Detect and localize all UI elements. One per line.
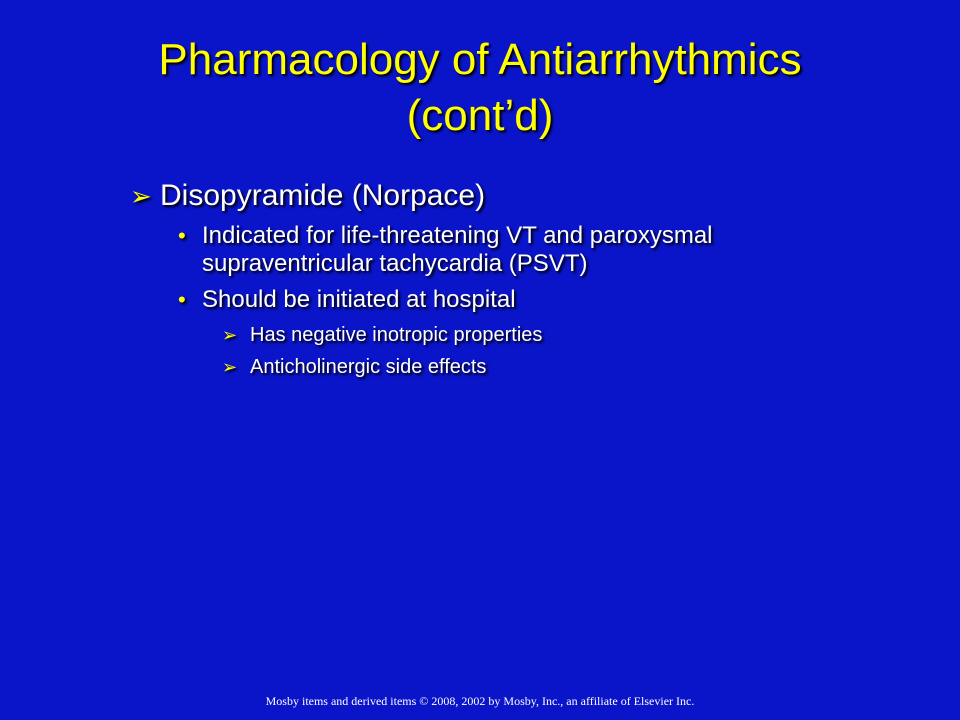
- slide-title-line-1: Pharmacology of Antiarrhythmics: [158, 35, 802, 84]
- sub-bullet-text-line-2: supraventricular tachycardia (PSVT): [202, 250, 588, 277]
- slide-title: [0, 32, 960, 144]
- arrowhead-right-icon: ➢: [222, 357, 238, 377]
- sub-bullet-initiation: [172, 286, 890, 314]
- bullet-text: Disopyramide (Norpace): [160, 179, 486, 212]
- sub-sub-bullet-inotropic: [222, 322, 890, 348]
- arrowhead-right-icon: ➢: [222, 325, 238, 345]
- sub-bullet-text-line-1: Indicated for life-threatening VT and paroxysmal: [202, 222, 713, 249]
- round-dot-icon: •: [178, 223, 186, 248]
- arrowhead-right-icon: ➢: [130, 181, 152, 211]
- copyright-footer: Mosby items and derived items © 2008, 2002 by Mosby, Inc., an affiliate of Elsevier Inc.: [265, 694, 695, 708]
- sub-bullet-indication: [172, 222, 890, 278]
- sub-sub-bullet-anticholinergic: [222, 354, 890, 380]
- slide-title-line-2: (cont’d): [406, 91, 554, 140]
- bullet-item-disopyramide: [130, 176, 890, 216]
- sub-bullet-text: Should be initiated at hospital: [202, 286, 516, 313]
- sub-sub-bullet-text: Anticholinergic side effects: [250, 356, 487, 378]
- slide-body: [130, 176, 890, 386]
- sub-sub-bullet-text: Has negative inotropic properties: [250, 324, 543, 346]
- round-dot-icon: •: [178, 287, 186, 312]
